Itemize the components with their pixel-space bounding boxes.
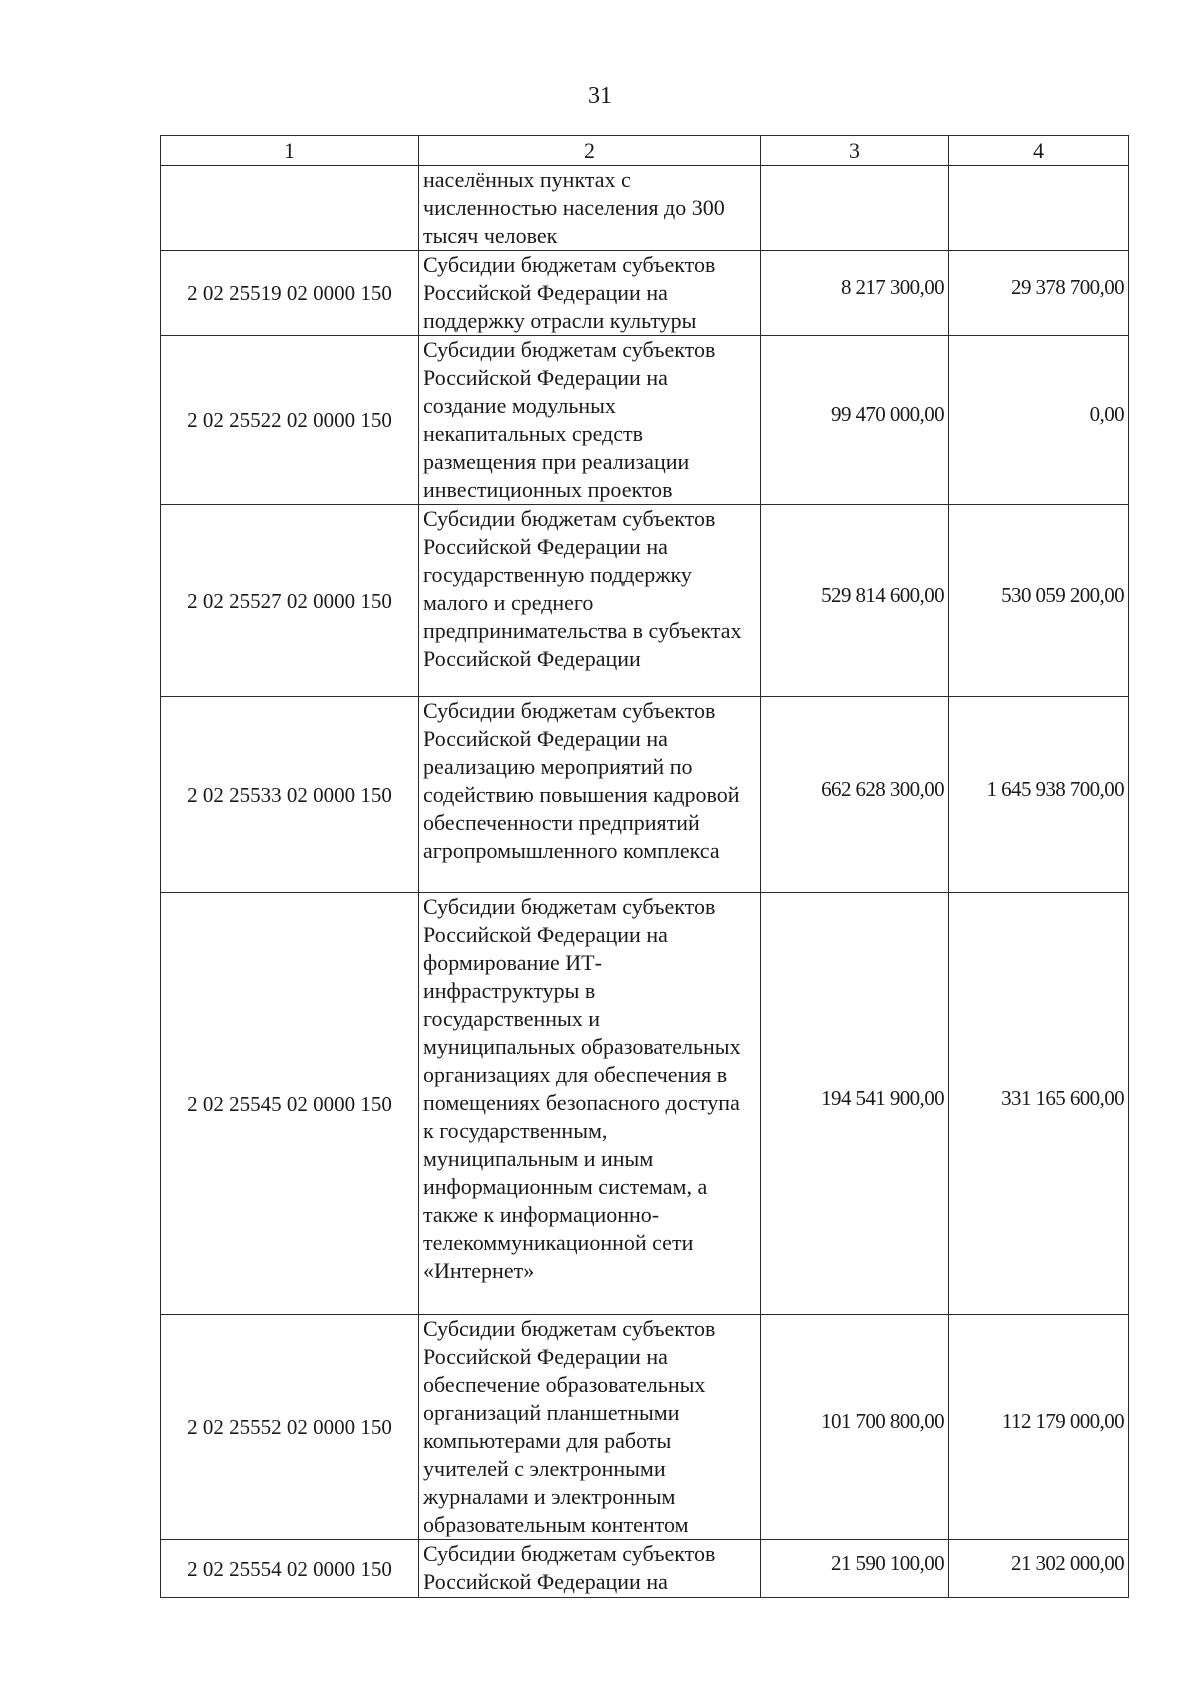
budget-code bbox=[161, 166, 419, 251]
amount-col-3: 99 470 000,00 bbox=[761, 336, 949, 505]
budget-code: 2 02 25552 02 0000 150 bbox=[161, 1315, 419, 1540]
budget-code: 2 02 25522 02 0000 150 bbox=[161, 336, 419, 505]
table-row bbox=[161, 505, 1129, 697]
amount-col-4: 112 179 000,00 bbox=[949, 1315, 1129, 1540]
subsidy-description: Субсидии бюджетам субъектов Российской Федерации на поддержку отрасли культуры bbox=[419, 251, 761, 336]
subsidy-description: Субсидии бюджетам субъектов Российской Федерации на формирование ИТ-инфраструктуры в государственных и муниципальных образовательных организациях для обеспечения в помещениях безопасного доступа к государственным, муниципальным и иным информационным системам, а также к информационно-телекоммуникационной сети «Интернет» bbox=[419, 893, 761, 1315]
amount-col-4: 0,00 bbox=[949, 336, 1129, 505]
budget-code: 2 02 25554 02 0000 150 bbox=[161, 1540, 419, 1598]
subsidy-description: Субсидии бюджетам субъектов Российской Федерации на bbox=[419, 1540, 761, 1598]
budget-code: 2 02 25519 02 0000 150 bbox=[161, 251, 419, 336]
table-row bbox=[161, 166, 1129, 251]
table-row bbox=[161, 1315, 1129, 1540]
amount-col-3 bbox=[761, 166, 949, 251]
table-row bbox=[161, 893, 1129, 1315]
subsidy-description: Субсидии бюджетам субъектов Российской Федерации на создание модульных некапитальных средств размещения при реализации инвестиционных проектов bbox=[419, 336, 761, 505]
budget-table bbox=[160, 135, 1129, 1598]
budget-code: 2 02 25533 02 0000 150 bbox=[161, 697, 419, 893]
table-row bbox=[161, 251, 1129, 336]
budget-code: 2 02 25545 02 0000 150 bbox=[161, 893, 419, 1315]
column-header-3: 3 bbox=[761, 136, 949, 166]
table-row bbox=[161, 697, 1129, 893]
column-header-4: 4 bbox=[949, 136, 1129, 166]
subsidy-description: Субсидии бюджетам субъектов Российской Федерации на государственную поддержку малого и среднего предпринимательства в субъектах Российской Федерации bbox=[419, 505, 761, 697]
subsidy-description: населённых пунктах с численностью населения до 300 тысяч человек bbox=[419, 166, 761, 251]
budget-code: 2 02 25527 02 0000 150 bbox=[161, 505, 419, 697]
amount-col-4: 29 378 700,00 bbox=[949, 251, 1129, 336]
amount-col-4: 1 645 938 700,00 bbox=[949, 697, 1129, 893]
column-header-2: 2 bbox=[419, 136, 761, 166]
table-header-row bbox=[161, 136, 1129, 166]
subsidy-description: Субсидии бюджетам субъектов Российской Федерации на реализацию мероприятий по содействию повышения кадровой обеспеченности предприятий агропромышленного комплекса bbox=[419, 697, 761, 893]
amount-col-3: 101 700 800,00 bbox=[761, 1315, 949, 1540]
amount-col-3: 194 541 900,00 bbox=[761, 893, 949, 1315]
column-header-1: 1 bbox=[161, 136, 419, 166]
amount-col-4 bbox=[949, 166, 1129, 251]
amount-col-4: 331 165 600,00 bbox=[949, 893, 1129, 1315]
amount-col-4: 21 302 000,00 bbox=[949, 1540, 1129, 1598]
subsidy-description: Субсидии бюджетам субъектов Российской Федерации на обеспечение образовательных организаций планшетными компьютерами для работы учителей с электронными журналами и электронным образовательным контентом bbox=[419, 1315, 761, 1540]
amount-col-3: 8 217 300,00 bbox=[761, 251, 949, 336]
amount-col-3: 529 814 600,00 bbox=[761, 505, 949, 697]
page-number: 31 bbox=[588, 83, 612, 109]
amount-col-3: 662 628 300,00 bbox=[761, 697, 949, 893]
table-row bbox=[161, 336, 1129, 505]
amount-col-4: 530 059 200,00 bbox=[949, 505, 1129, 697]
amount-col-3: 21 590 100,00 bbox=[761, 1540, 949, 1598]
table-row bbox=[161, 1540, 1129, 1598]
